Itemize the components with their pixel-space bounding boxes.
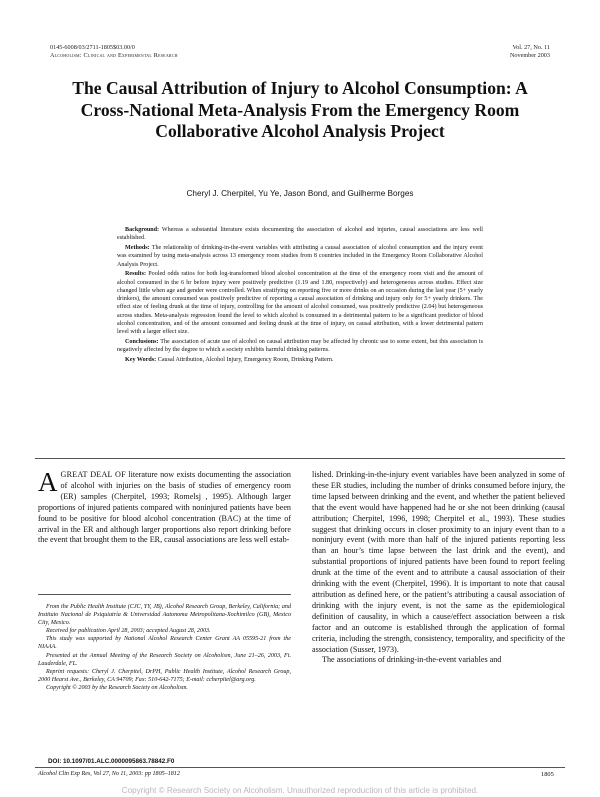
- keywords-label: Key Words:: [125, 356, 157, 363]
- header-right: [510, 44, 550, 60]
- journal-citation: Alcohol Clin Exp Res, Vol 27, No 11, 2003: pp 1805–1812: [38, 771, 180, 777]
- copyright-watermark: Copyright © Research Society on Alcoholism. Unauthorized reproduction of this article is prohibited.: [121, 786, 479, 795]
- abstract-conclusions: [117, 338, 483, 355]
- footnote-received: Received for publication April 28, 2003; accepted August 28, 2003.: [46, 628, 211, 635]
- footnote-reprints: Reprint requests: Cheryl J. Cherpitel, DrPH, Public Health Institute, Alcohol Research Group, 2000 Hearst Ave., Berkeley, CA 94709; Fax: 510-642-7175; E-mail: ccherpitel@arg.org.: [38, 668, 291, 683]
- background-label: Background:: [125, 227, 160, 233]
- footnote-funding: This study was supported by National Alcohol Research Center Grant AA 05595-21 from the NIAAA.: [38, 636, 291, 651]
- article-title: The Causal Attribution of Injury to Alcohol Consumption: A Cross-National Meta-Analysis From the Emergency Room Collaborative Alcohol Analysis Project: [72, 78, 528, 142]
- background-text: Whereas a substantial literature exists documenting the association of alcohol and injuries, causal associations are less well established.: [117, 227, 483, 242]
- footnotes: [38, 603, 291, 692]
- methods-text: The relationship of drinking-in-the-event variables with attributing a causal association of alcohol consumption and the injury event was examined by using meta-analysis across 13 emergency room studies from 8 countries included in the Emergency Room Collaborative Alcohol Analysis Project.: [117, 245, 483, 268]
- abstract-results: [117, 270, 483, 336]
- results-label: Results:: [125, 271, 146, 278]
- header-left: [50, 44, 178, 60]
- author-list: Cheryl J. Cherpitel, Yu Ye, Jason Bond, and Guilherme Borges: [186, 189, 414, 198]
- page-number: 1805: [541, 771, 554, 778]
- footnote-divider: [38, 594, 291, 595]
- abstract-methods: [117, 244, 483, 269]
- results-text: Pooled odds ratios for both log-transformed blood alcohol concentration at the time of the emergency room visit and the amount of alcohol consumed in the 6 hr before injury were positively predictive (1.19 and 1.80, respectively) and heterogeneous across studies. Effect size changed little when age and gender were controlled. When stratifying on reporting five or more drinks on an occasion during the last year (5+ yearly drinkers), the amount consumed was positively predictive of reporting a causal association of drinking and injury only for 5+ yearly drinkers. The effect size of feeling drunk at the time of injury, controlling for the amount of alcohol consumed, was positively predictive (2.04) but heterogeneous across studies. Meta-analysis regression found the level to which alcohol is consumed in a detrimental pattern to be a significant predictor of blood alcohol concentration, and of the amount consumed and feeling drunk at the time of injury, on causal attribution, with a lower detrimental pattern level with a larger effect size.: [117, 271, 483, 335]
- conclusions-text: The association of acute use of alcohol on causal attribution may be affected by chronic use to some extent, but this association is negatively affected by the degree to which a society exhibits harmful drinking patterns.: [117, 338, 483, 353]
- issn-line: 0145-6008/03/2711-1805$03.00/0: [50, 44, 135, 51]
- footnote-copyright: Copyright © 2003 by the Research Society on Alcoholism.: [46, 684, 188, 691]
- abstract: [117, 226, 483, 366]
- volume-line: Vol. 27, No. 11: [512, 44, 550, 51]
- doi: DOI: 10.1097/01.ALC.0000095863.78842.F0: [48, 758, 175, 765]
- lead-in: GREAT DEAL OF: [60, 470, 126, 479]
- drop-cap: A: [38, 467, 58, 497]
- abstract-background: [117, 226, 483, 243]
- body-column-left: [38, 467, 291, 546]
- body-column-right: [312, 470, 565, 666]
- footnote-affiliation: From the Public Health Institute (CJC, YY, JB), Alcohol Research Group, Berkeley, California; and Instituto Nacional de Psiquiatría & Universidad Autonoma Metropolitana-Xochimilco (GB), Mexico City, Mexico.: [38, 604, 291, 627]
- keywords-text: Causal Attribution, Alcohol Injury, Emergency Room, Drinking Pattern.: [157, 356, 334, 363]
- abstract-divider: [35, 458, 565, 459]
- issue-date: November 2003: [509, 52, 550, 59]
- journal-name: Alcoholism: Clinical and Experimental Research: [50, 52, 178, 59]
- footer-divider: [35, 767, 565, 768]
- methods-label: Methods:: [125, 245, 150, 251]
- right-paragraph-1: lished. Drinking-in-the-injury event variables have been analyzed in some of these ER studies, including the number of drinks consumed before injury, the time lapsed between drinking and the event, and whether the patient believed that the event would have happened had he or she not been drinking (causal attribution; Cherpitel, 1996, 1998; Cherpitel et al., 1993). These studies suggest that drinking occurs in closer proximity to an injury event than to a noninjury event (with more than half of the injured patients reporting less than an hour’s time lapse between the last drink and the event), and substantial proportions of injured patients have been found to report feeling drunk at the time of the event and to attribute a causal association of their drinking with the event (Cherpitel, 1996). It is important to note that causal attribution as defined here, or the patient’s attributing a causal association of drinking with the injury event, is not the same as the epidemiological definition of causality, in which a cause/effect association between a risk factor and an outcome is established through the application of formal criteria, including the strength, consistency, temporality, and specificity of the association (Susser, 1973).: [312, 470, 565, 654]
- right-paragraph-2: The associations of drinking-in-the-event variables and: [322, 655, 502, 665]
- conclusions-label: Conclusions:: [125, 338, 159, 345]
- abstract-keywords: [117, 356, 483, 364]
- intro-paragraph: [38, 467, 291, 546]
- intro-text: literature now exists documenting the association of alcohol with injuries on the basis of studies of emergency room (ER) samples (Cherpitel, 1993; Romelsj , 1995). Although larger proportions of injured patients compared with noninjured patients have been found to be positive for blood alcohol concentration (BAC) at the time of arrival in the ER and although larger proportions also report drinking before the event that brought them to the ER, causal associations are less well estab-: [38, 470, 291, 545]
- footnote-presented: Presented at the Annual Meeting of the Research Society on Alcoholism, June 21–26, 2003, Ft. Lauderdale, FL.: [38, 652, 291, 667]
